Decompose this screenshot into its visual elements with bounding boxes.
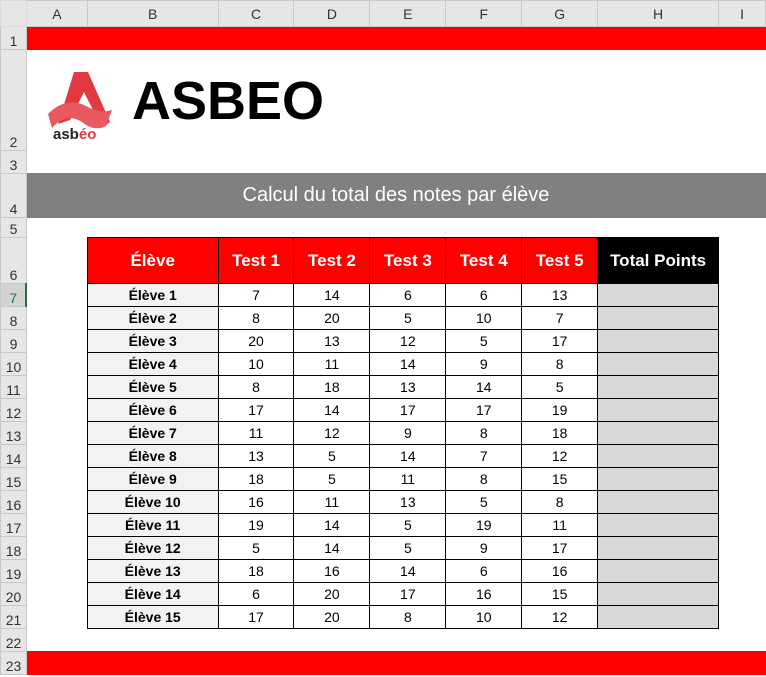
column-header-e[interactable]: E — [370, 1, 446, 27]
column-header-a[interactable]: A — [26, 1, 87, 27]
score-cell[interactable]: 13 — [522, 284, 598, 307]
header-test-1[interactable]: Test 1 — [218, 238, 294, 284]
student-name[interactable]: Élève 5 — [87, 376, 218, 399]
row-header[interactable]: 22 — [1, 629, 27, 652]
empty-cell — [26, 560, 87, 583]
row-header[interactable]: 7 — [1, 284, 27, 307]
row-header[interactable]: 19 — [1, 560, 27, 583]
empty-cell — [26, 468, 87, 491]
total-points-cell[interactable] — [598, 606, 719, 629]
score-cell[interactable]: 14 — [294, 537, 370, 560]
score-cell[interactable]: 19 — [522, 399, 598, 422]
score-cell[interactable]: 13 — [294, 330, 370, 353]
student-name[interactable]: Élève 7 — [87, 422, 218, 445]
score-cell[interactable]: 17 — [218, 399, 294, 422]
empty-cell — [26, 238, 87, 284]
score-cell[interactable]: 14 — [294, 514, 370, 537]
empty-cell — [719, 353, 766, 376]
header-eleve[interactable]: Élève — [87, 238, 218, 284]
score-cell[interactable]: 10 — [446, 307, 522, 330]
table-row — [1, 399, 766, 422]
header-test-4[interactable]: Test 4 — [446, 238, 522, 284]
row-header[interactable]: 16 — [1, 491, 27, 514]
total-points-cell[interactable] — [598, 353, 719, 376]
total-points-cell[interactable] — [598, 330, 719, 353]
top-red-band — [26, 27, 765, 50]
score-cell[interactable]: 8 — [446, 422, 522, 445]
empty-cell — [26, 376, 87, 399]
total-points-cell[interactable] — [598, 422, 719, 445]
row-header[interactable]: 8 — [1, 307, 27, 330]
empty-cell — [719, 583, 766, 606]
student-name[interactable]: Élève 3 — [87, 330, 218, 353]
row-header[interactable]: 9 — [1, 330, 27, 353]
score-cell[interactable]: 5 — [370, 307, 446, 330]
empty-cell — [719, 537, 766, 560]
total-points-cell[interactable] — [598, 514, 719, 537]
total-points-cell[interactable] — [598, 468, 719, 491]
score-cell[interactable]: 17 — [522, 537, 598, 560]
header-test-5[interactable]: Test 5 — [522, 238, 598, 284]
empty-cell — [719, 284, 766, 307]
row-header[interactable]: 3 — [1, 151, 27, 174]
header-test-2[interactable]: Test 2 — [294, 238, 370, 284]
row-header[interactable]: 10 — [1, 353, 27, 376]
column-header-c[interactable]: C — [218, 1, 294, 27]
row-header[interactable]: 2 — [1, 50, 27, 151]
score-cell[interactable]: 12 — [522, 445, 598, 468]
row-header[interactable]: 11 — [1, 376, 27, 399]
score-cell[interactable]: 8 — [218, 376, 294, 399]
column-header-d[interactable]: D — [294, 1, 370, 27]
score-cell[interactable]: 5 — [294, 445, 370, 468]
score-cell[interactable]: 20 — [294, 606, 370, 629]
score-cell[interactable]: 14 — [446, 376, 522, 399]
header-total-points[interactable]: Total Points — [598, 238, 719, 284]
score-cell[interactable]: 19 — [218, 514, 294, 537]
score-cell[interactable]: 8 — [522, 491, 598, 514]
score-cell[interactable]: 8 — [446, 468, 522, 491]
empty-cell — [26, 537, 87, 560]
bottom-red-band — [26, 652, 765, 675]
total-points-cell[interactable] — [598, 445, 719, 468]
total-points-cell[interactable] — [598, 560, 719, 583]
score-cell[interactable]: 10 — [446, 606, 522, 629]
score-cell[interactable]: 16 — [522, 560, 598, 583]
score-cell[interactable]: 8 — [218, 307, 294, 330]
table-row — [1, 583, 766, 606]
empty-cell — [26, 514, 87, 537]
score-cell[interactable]: 17 — [218, 606, 294, 629]
student-name[interactable]: Élève 12 — [87, 537, 218, 560]
score-cell[interactable]: 20 — [294, 583, 370, 606]
column-header-h[interactable]: H — [598, 1, 719, 27]
student-name[interactable]: Élève 2 — [87, 307, 218, 330]
empty-cell — [719, 376, 766, 399]
score-cell[interactable]: 8 — [370, 606, 446, 629]
column-header-g[interactable]: G — [522, 1, 598, 27]
empty-cell — [26, 284, 87, 307]
row-header[interactable]: 20 — [1, 583, 27, 606]
row-header[interactable]: 15 — [1, 468, 27, 491]
row-header[interactable]: 23 — [1, 652, 27, 675]
score-cell[interactable]: 7 — [522, 307, 598, 330]
student-name[interactable]: Élève 10 — [87, 491, 218, 514]
student-name[interactable]: Élève 1 — [87, 284, 218, 307]
empty-cell — [26, 445, 87, 468]
total-points-cell[interactable] — [598, 537, 719, 560]
table-row — [1, 606, 766, 629]
table-row — [1, 422, 766, 445]
score-cell[interactable]: 12 — [370, 330, 446, 353]
score-cell[interactable]: 11 — [294, 491, 370, 514]
score-cell[interactable]: 15 — [522, 468, 598, 491]
empty-cell — [719, 514, 766, 537]
empty-cell — [719, 330, 766, 353]
row-header[interactable]: 12 — [1, 399, 27, 422]
score-cell[interactable]: 12 — [294, 422, 370, 445]
score-cell[interactable]: 11 — [294, 353, 370, 376]
score-cell[interactable]: 18 — [218, 560, 294, 583]
score-cell[interactable]: 7 — [446, 445, 522, 468]
empty-row — [26, 218, 765, 238]
empty-cell — [26, 491, 87, 514]
empty-cell — [719, 468, 766, 491]
empty-cell — [719, 422, 766, 445]
table-row — [1, 514, 766, 537]
score-cell[interactable]: 17 — [446, 399, 522, 422]
total-points-cell[interactable] — [598, 491, 719, 514]
score-cell[interactable]: 5 — [446, 491, 522, 514]
score-cell[interactable]: 7 — [218, 284, 294, 307]
empty-cell — [26, 330, 87, 353]
empty-cell — [26, 307, 87, 330]
table-row — [1, 284, 766, 307]
empty-cell — [719, 606, 766, 629]
score-cell[interactable]: 10 — [218, 353, 294, 376]
score-cell[interactable]: 14 — [370, 560, 446, 583]
score-cell[interactable]: 5 — [522, 376, 598, 399]
score-cell[interactable]: 15 — [522, 583, 598, 606]
score-cell[interactable]: 19 — [446, 514, 522, 537]
brand-title: ASBEO — [132, 71, 325, 131]
table-row — [1, 307, 766, 330]
score-cell[interactable]: 5 — [446, 330, 522, 353]
column-header-i[interactable]: I — [719, 1, 766, 27]
score-cell[interactable]: 16 — [446, 583, 522, 606]
score-cell[interactable]: 6 — [446, 560, 522, 583]
score-cell[interactable]: 11 — [370, 468, 446, 491]
empty-cell — [719, 445, 766, 468]
row-header[interactable]: 21 — [1, 606, 27, 629]
student-name[interactable]: Élève 15 — [87, 606, 218, 629]
table-row — [1, 560, 766, 583]
row-header[interactable]: 1 — [1, 27, 27, 50]
table-row — [1, 376, 766, 399]
student-name[interactable]: Élève 6 — [87, 399, 218, 422]
row-header[interactable]: 17 — [1, 514, 27, 537]
score-cell[interactable]: 11 — [522, 514, 598, 537]
empty-row — [26, 629, 765, 652]
total-points-cell[interactable] — [598, 284, 719, 307]
empty-cell — [26, 606, 87, 629]
score-cell[interactable]: 14 — [294, 399, 370, 422]
score-cell[interactable]: 5 — [370, 514, 446, 537]
score-cell[interactable]: 17 — [522, 330, 598, 353]
empty-cell — [26, 399, 87, 422]
row-header[interactable]: 18 — [1, 537, 27, 560]
table-row — [1, 491, 766, 514]
score-cell[interactable]: 5 — [218, 537, 294, 560]
total-points-cell[interactable] — [598, 583, 719, 606]
select-all-corner[interactable] — [1, 1, 27, 27]
empty-cell — [719, 491, 766, 514]
student-name[interactable]: Élève 9 — [87, 468, 218, 491]
empty-cell — [26, 353, 87, 376]
score-cell[interactable]: 6 — [446, 284, 522, 307]
score-cell[interactable]: 17 — [370, 399, 446, 422]
empty-cell — [719, 399, 766, 422]
student-name[interactable]: Élève 11 — [87, 514, 218, 537]
table-row — [1, 445, 766, 468]
score-cell[interactable]: 13 — [370, 376, 446, 399]
student-name[interactable]: Élève 13 — [87, 560, 218, 583]
table-row — [1, 468, 766, 491]
score-cell[interactable]: 16 — [218, 491, 294, 514]
score-cell[interactable]: 12 — [522, 606, 598, 629]
score-cell[interactable]: 5 — [294, 468, 370, 491]
total-points-cell[interactable] — [598, 307, 719, 330]
table-row — [1, 330, 766, 353]
score-cell[interactable]: 13 — [218, 445, 294, 468]
score-cell[interactable]: 6 — [370, 284, 446, 307]
score-cell[interactable]: 17 — [370, 583, 446, 606]
column-header-b[interactable]: B — [87, 1, 218, 27]
logo-wordmark: asbéo — [53, 126, 97, 143]
score-cell[interactable]: 14 — [294, 284, 370, 307]
score-cell[interactable]: 18 — [294, 376, 370, 399]
score-cell[interactable]: 5 — [370, 537, 446, 560]
score-cell[interactable]: 9 — [446, 537, 522, 560]
score-cell[interactable]: 18 — [522, 422, 598, 445]
empty-cell — [26, 422, 87, 445]
score-cell[interactable]: 9 — [370, 422, 446, 445]
header-test-3[interactable]: Test 3 — [370, 238, 446, 284]
empty-cell — [719, 560, 766, 583]
total-points-cell[interactable] — [598, 376, 719, 399]
empty-cell — [719, 238, 766, 284]
row-header[interactable]: 14 — [1, 445, 27, 468]
score-cell[interactable]: 14 — [370, 445, 446, 468]
score-cell[interactable]: 6 — [218, 583, 294, 606]
banner-title[interactable]: Calcul du total des notes par élève — [26, 174, 765, 218]
score-cell[interactable]: 14 — [370, 353, 446, 376]
column-header-f[interactable]: F — [446, 1, 522, 27]
total-points-cell[interactable] — [598, 399, 719, 422]
empty-row — [26, 151, 765, 174]
score-cell[interactable]: 9 — [446, 353, 522, 376]
row-header[interactable]: 13 — [1, 422, 27, 445]
empty-cell — [719, 307, 766, 330]
row-header[interactable]: 4 — [1, 174, 27, 218]
score-cell[interactable]: 13 — [370, 491, 446, 514]
empty-cell — [26, 583, 87, 606]
student-name[interactable]: Élève 4 — [87, 353, 218, 376]
score-cell[interactable]: 20 — [294, 307, 370, 330]
row-header[interactable]: 5 — [1, 218, 27, 238]
score-cell[interactable]: 16 — [294, 560, 370, 583]
score-cell[interactable]: 18 — [218, 468, 294, 491]
table-row — [1, 537, 766, 560]
score-cell[interactable]: 20 — [218, 330, 294, 353]
score-cell[interactable]: 11 — [218, 422, 294, 445]
row-header[interactable]: 6 — [1, 238, 27, 284]
student-name[interactable]: Élève 8 — [87, 445, 218, 468]
table-row — [1, 353, 766, 376]
student-name[interactable]: Élève 14 — [87, 583, 218, 606]
score-cell[interactable]: 8 — [522, 353, 598, 376]
